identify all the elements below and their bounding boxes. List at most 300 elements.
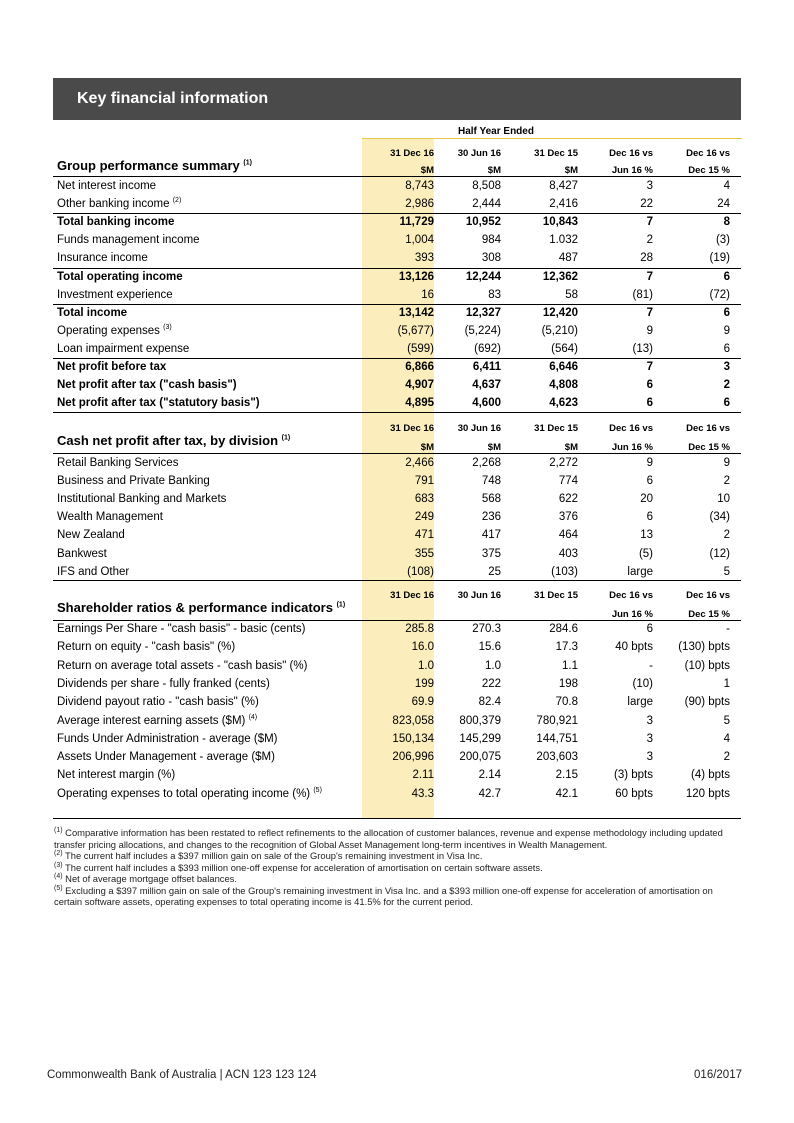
table-row	[53, 231, 741, 249]
cell-value: 4,623	[549, 397, 578, 410]
row-label	[57, 252, 148, 264]
cell-value: large	[627, 565, 653, 578]
cell-value: 150,134	[392, 732, 434, 745]
row-label-text: Net interest margin (%)	[57, 769, 176, 782]
rule	[53, 818, 741, 819]
cell-value: 8,427	[549, 180, 578, 192]
column-header: $M	[420, 165, 434, 176]
cell-value: 355	[414, 547, 434, 560]
cell-value: 376	[558, 511, 578, 524]
cell-value: 249	[414, 511, 434, 524]
table-row	[53, 766, 741, 784]
section-title-text: Cash net profit after tax, by division	[57, 433, 279, 448]
cell-value: 42.1	[555, 787, 578, 800]
cell-value: 1,004	[405, 234, 434, 247]
row-label	[57, 234, 200, 246]
cell-value: 12,244	[465, 270, 501, 283]
footnote-block	[54, 827, 742, 908]
column-header: Dec 15 %	[688, 442, 730, 453]
cell-value: 70.8	[555, 696, 578, 709]
cell-value: 2.14	[478, 769, 501, 782]
column-header: 31 Dec 15	[534, 423, 578, 434]
cell-value: (564)	[551, 342, 578, 355]
footnote-ref: (2)	[172, 197, 182, 205]
cell-value: 2	[723, 529, 730, 542]
row-label	[57, 289, 173, 301]
cell-value: 393	[414, 252, 434, 265]
cell-value: 40 bpts	[615, 641, 653, 654]
row-label-text: Net interest income	[57, 180, 157, 192]
row-label	[57, 696, 259, 708]
cell-value: 82.4	[478, 696, 501, 709]
row-label	[57, 493, 226, 505]
cell-value: (10) bpts	[684, 659, 730, 672]
cell-value: 8,743	[405, 180, 434, 192]
cell-value: -	[649, 659, 653, 672]
cell-value: 69.9	[411, 696, 434, 709]
table-row	[53, 454, 741, 472]
row-label-text: Insurance income	[57, 252, 148, 265]
section-title	[57, 158, 252, 173]
column-header: Dec 15 %	[688, 609, 730, 620]
row-label	[57, 475, 210, 487]
cell-value: (108)	[407, 565, 434, 578]
cell-value: 6	[723, 306, 730, 319]
column-header: $M	[487, 165, 501, 176]
row-label-text: Return on equity - "cash basis" (%)	[57, 641, 236, 654]
footnote-marker: (2)	[54, 849, 63, 857]
table-row	[53, 545, 741, 563]
cell-value: 17.3	[555, 641, 578, 654]
cell-value: 403	[558, 547, 578, 560]
cell-value: 3	[646, 751, 653, 764]
cell-value: 203,603	[536, 751, 578, 764]
row-label-text: Loan impairment expense	[57, 342, 190, 355]
column-header: Dec 16 vs	[609, 423, 653, 434]
row-label	[57, 397, 260, 409]
table-row	[53, 748, 741, 766]
cell-value: 823,058	[392, 714, 434, 727]
cell-value: 2	[723, 379, 730, 392]
row-label-text: Total income	[57, 306, 128, 319]
cell-value: 13	[640, 529, 653, 542]
cell-value: (3)	[715, 234, 730, 247]
cell-value: 144,751	[536, 732, 578, 745]
cell-value: 1.0	[418, 659, 434, 672]
cell-value: 417	[481, 529, 501, 542]
column-header: 31 Dec 15	[534, 148, 578, 159]
cell-value: 20	[640, 493, 653, 506]
table-row	[53, 526, 741, 544]
section-title	[57, 433, 290, 448]
table-row	[53, 490, 741, 508]
footnote-marker: (4)	[54, 872, 63, 880]
row-label-text: Wealth Management	[57, 511, 163, 524]
cell-value: (5)	[638, 547, 653, 560]
cell-value: 12,327	[465, 306, 501, 319]
row-label-text: Return on average total assets - "cash basis" (%)	[57, 659, 308, 672]
cell-value: 22	[640, 198, 653, 211]
cell-value: 464	[558, 529, 578, 542]
cell-value: 198	[558, 677, 578, 690]
row-label-text: New Zealand	[57, 529, 125, 542]
table-row	[53, 286, 741, 304]
column-header: 31 Dec 15	[534, 590, 578, 601]
row-label-text: Operating expenses to total operating income (%)	[57, 787, 311, 800]
cell-value: (5,224)	[464, 324, 501, 337]
cell-value: (10)	[632, 677, 653, 690]
cell-value: (72)	[709, 288, 730, 301]
cell-value: 780,921	[536, 714, 578, 727]
cell-value: 5	[723, 714, 730, 727]
row-label-text: Dividend payout ratio - "cash basis" (%)	[57, 696, 259, 709]
cell-value: 2,416	[549, 198, 578, 211]
cell-value: 2,986	[405, 198, 434, 211]
cell-value: 4,637	[472, 379, 501, 392]
row-label-text: Other banking income	[57, 198, 170, 211]
table-row	[53, 358, 741, 376]
cell-value: (90) bpts	[684, 696, 730, 709]
cell-value: 270.3	[472, 623, 501, 635]
row-label	[57, 511, 163, 523]
table-row	[53, 213, 741, 231]
cell-value: 13,126	[398, 270, 434, 283]
cell-value: 6,646	[549, 361, 578, 373]
cell-value: 2.15	[555, 769, 578, 782]
cell-value: 984	[481, 234, 501, 247]
cell-value: 4,808	[549, 379, 578, 392]
row-label-text: Net profit after tax ("statutory basis")	[57, 397, 260, 410]
cell-value: 12,420	[542, 306, 578, 319]
cell-value: 4,907	[405, 379, 434, 392]
cell-value: 199	[414, 677, 434, 690]
row-label	[57, 180, 156, 192]
table-row	[53, 340, 741, 358]
cell-value: (12)	[709, 547, 730, 560]
cell-value: 236	[481, 511, 501, 524]
table-row	[53, 195, 741, 213]
cell-value: (3) bpts	[614, 769, 653, 782]
cell-value: (13)	[632, 342, 653, 355]
cell-value: 222	[481, 677, 501, 690]
footnote-ref: (1)	[281, 434, 291, 442]
column-header: $M	[564, 165, 578, 176]
table-row	[53, 472, 741, 490]
row-label	[57, 623, 306, 635]
table-row	[53, 563, 741, 581]
cell-value: 748	[481, 475, 501, 488]
cell-value: 6	[646, 379, 653, 392]
cell-value: 58	[565, 288, 578, 301]
cell-value: 7	[646, 306, 653, 319]
cell-value: 11,729	[399, 216, 434, 229]
cell-value: (692)	[474, 342, 501, 355]
cell-value: (19)	[709, 252, 730, 265]
cell-value: 1.1	[562, 659, 578, 672]
cell-value: 12,362	[542, 270, 578, 283]
cell-value: 24	[717, 198, 730, 211]
cell-value: large	[627, 696, 653, 709]
row-label	[57, 343, 189, 355]
column-header: $M	[487, 442, 501, 453]
cell-value: 2	[646, 234, 653, 247]
cell-value: 4	[723, 180, 730, 192]
cell-value: 6	[646, 397, 653, 410]
row-label-text: Bankwest	[57, 547, 107, 560]
cell-value: 13,142	[398, 306, 434, 319]
row-label-text: Dividends per share - fully franked (cents)	[57, 677, 270, 690]
column-header: Dec 16 vs	[609, 590, 653, 601]
cell-value: 284.6	[549, 623, 578, 635]
cell-value: (4) bpts	[691, 769, 730, 782]
column-header: 30 Jun 16	[457, 590, 501, 601]
cell-value: 2.11	[412, 769, 434, 782]
column-header: Dec 15 %	[688, 165, 730, 176]
cell-value: (5,210)	[541, 324, 578, 337]
row-label-text: Funds Under Administration - average ($M)	[57, 732, 278, 745]
row-label-text: Net profit after tax ("cash basis")	[57, 379, 237, 392]
row-label	[57, 641, 235, 653]
column-header: Jun 16 %	[611, 609, 653, 620]
row-label	[57, 457, 178, 469]
cell-value: 568	[481, 493, 501, 506]
cell-value: 200,075	[459, 751, 501, 764]
column-header: 31 Dec 16	[390, 148, 434, 159]
cell-value: 3	[723, 361, 730, 373]
column-header: 31 Dec 16	[390, 590, 434, 601]
cell-value: 43.3	[411, 787, 434, 800]
cell-value: 5	[723, 565, 730, 578]
half-year-ended-label: Half Year Ended	[458, 126, 534, 137]
cell-value: 2,444	[472, 198, 501, 211]
cell-value: 375	[481, 547, 501, 560]
cell-value: 9	[646, 457, 653, 469]
footnote	[54, 873, 742, 885]
footer-company: Commonwealth Bank of Australia | ACN 123 123 124	[47, 1069, 317, 1081]
table-row	[53, 508, 741, 526]
table-row	[53, 177, 741, 195]
cell-value: 9	[723, 457, 730, 469]
cell-value: 42.7	[478, 787, 501, 800]
column-header: 30 Jun 16	[457, 148, 501, 159]
table-row	[53, 268, 741, 286]
footnote-text: Net of average mortgage offset balances.	[62, 873, 237, 884]
cell-value: (81)	[632, 288, 653, 301]
row-label	[57, 715, 257, 727]
row-label	[57, 325, 172, 337]
cell-value: 622	[558, 493, 578, 506]
cell-value: 4,895	[405, 397, 434, 410]
cell-value: (34)	[709, 511, 730, 524]
row-label	[57, 788, 322, 800]
cell-value: 83	[488, 288, 501, 301]
cell-value: 6	[723, 342, 730, 355]
section-title	[57, 600, 345, 615]
row-label-text: Operating expenses	[57, 324, 160, 337]
footnote	[54, 885, 742, 908]
cell-value: 6,866	[405, 361, 434, 373]
column-header: Dec 16 vs	[686, 590, 730, 601]
footnote-text: Excluding a $397 million gain on sale of the Group's remaining investment in Visa Inc. and a $393 million one-off expense for acceleration of amortisation on certain software assets, operating expenses to total operating income is 41.5% for the current period.	[54, 884, 713, 907]
cell-value: 774	[558, 475, 578, 488]
column-header: Dec 16 vs	[686, 148, 730, 159]
row-label-text: Earnings Per Share - "cash basis" - basic (cents)	[57, 623, 306, 635]
cell-value: 10	[717, 493, 730, 506]
column-header: $M	[564, 442, 578, 453]
footnote	[54, 862, 742, 874]
row-label	[57, 198, 181, 210]
cell-value: 6	[723, 270, 730, 283]
footnote-marker: (1)	[54, 826, 63, 834]
row-label	[57, 548, 107, 560]
cell-value: 2,272	[549, 457, 578, 469]
table-row	[53, 394, 741, 412]
cell-value: 16	[421, 288, 434, 301]
row-label-text: Total banking income	[57, 216, 175, 229]
cell-value: 25	[488, 565, 501, 578]
row-label-text: Investment experience	[57, 288, 173, 301]
column-header: 30 Jun 16	[457, 423, 501, 434]
row-label-text: Funds management income	[57, 234, 200, 247]
cell-value: 145,299	[459, 732, 501, 745]
cell-value: 7	[646, 270, 653, 283]
column-header: Jun 16 %	[611, 165, 653, 176]
footnote-marker: (5)	[54, 884, 63, 892]
row-label-text: Institutional Banking and Markets	[57, 493, 227, 506]
footnote-marker: (3)	[54, 861, 63, 869]
cell-value: 3	[646, 714, 653, 727]
cell-value: 6,411	[472, 361, 501, 373]
row-label-text: Total operating income	[57, 270, 183, 283]
cell-value: 308	[481, 252, 501, 265]
table-row	[53, 730, 741, 748]
cell-value: (130) bpts	[678, 641, 730, 654]
footnote-text: The current half includes a $397 million gain on sale of the Group's remaining investment in Visa Inc.	[62, 850, 483, 861]
rule	[53, 580, 741, 581]
cell-value: 6	[723, 397, 730, 410]
table-row	[53, 249, 741, 267]
column-header: $M	[420, 442, 434, 453]
column-header: Jun 16 %	[611, 442, 653, 453]
rule	[53, 412, 741, 413]
page-title: Key financial information	[77, 90, 269, 107]
cell-value: 285.8	[405, 623, 434, 635]
column-header: Dec 16 vs	[609, 148, 653, 159]
cell-value: (5,677)	[397, 324, 434, 337]
cell-value: 7	[646, 216, 653, 229]
row-label	[57, 379, 237, 391]
cell-value: 15.6	[478, 641, 501, 654]
footnote-ref: (1)	[243, 159, 252, 167]
row-label-text: Average interest earning assets ($M)	[57, 714, 246, 727]
cell-value: 3	[646, 732, 653, 745]
cell-value: 10,843	[542, 216, 578, 229]
cell-value: 206,996	[392, 751, 434, 764]
row-label	[57, 271, 183, 283]
table-row	[53, 712, 741, 730]
row-label	[57, 307, 127, 319]
column-header: 31 Dec 16	[390, 423, 434, 434]
cell-value: 9	[723, 324, 730, 337]
table-row	[53, 675, 741, 693]
footnote-text: Comparative information has been restated to reflect refinements to the allocation of customer balances, revenue and expense methodology including updated transfer pricing allocations, and changes to the recognition of Global Asset Management long-term incentives in Wealth Management.	[54, 827, 723, 850]
footnote-ref: (4)	[248, 713, 258, 721]
row-label-text: Business and Private Banking	[57, 475, 210, 488]
cell-value: 120 bpts	[685, 787, 730, 800]
footnote-text: The current half includes a $393 million one-off expense for acceleration of amortisation on certain software assets.	[62, 861, 543, 873]
cell-value: 4	[723, 732, 730, 745]
cell-value: 2	[723, 475, 730, 488]
cell-value: 3	[646, 180, 653, 192]
row-label	[57, 769, 175, 781]
footnote	[54, 850, 742, 862]
cell-value: 2,466	[405, 457, 434, 469]
cell-value: 16.0	[411, 641, 434, 654]
row-label	[57, 660, 307, 672]
table-row	[53, 657, 741, 675]
gold-rule	[362, 138, 742, 139]
cell-value: -	[726, 623, 730, 635]
row-label	[57, 361, 166, 373]
cell-value: 1.0	[485, 659, 501, 672]
cell-value: (599)	[407, 342, 434, 355]
table-row	[53, 620, 741, 638]
table-row	[53, 693, 741, 711]
row-label	[57, 678, 270, 690]
table-row	[53, 785, 741, 803]
cell-value: 6	[646, 475, 653, 488]
row-label	[57, 566, 129, 578]
cell-value: 2	[723, 751, 730, 764]
footer-date: 016/2017	[694, 1069, 742, 1081]
cell-value: 28	[640, 252, 653, 265]
cell-value: 6	[646, 623, 653, 635]
cell-value: 487	[558, 252, 578, 265]
row-label	[57, 216, 174, 228]
cell-value: 8	[723, 216, 730, 229]
row-label	[57, 529, 125, 541]
table-row	[53, 304, 741, 322]
cell-value: 800,379	[459, 714, 501, 727]
row-label	[57, 751, 275, 763]
row-label-text: Retail Banking Services	[57, 457, 179, 469]
footnote-ref: (3)	[163, 323, 172, 331]
table-row	[53, 638, 741, 656]
table-row	[53, 376, 741, 394]
cell-value: 1.032	[549, 234, 578, 247]
cell-value: 2,268	[472, 457, 501, 469]
footnote	[54, 827, 742, 850]
row-label-text: Net profit before tax	[57, 361, 167, 373]
cell-value: 10,952	[465, 216, 501, 229]
column-header: Dec 16 vs	[686, 423, 730, 434]
table-row	[53, 322, 741, 340]
row-label-text: IFS and Other	[57, 565, 130, 578]
cell-value: 791	[414, 475, 434, 488]
cell-value: 60 bpts	[615, 787, 653, 800]
cell-value: (103)	[551, 565, 578, 578]
section-title-text: Shareholder ratios & performance indicators	[57, 600, 333, 615]
title-banner	[53, 78, 741, 120]
footnote-ref: (1)	[336, 601, 346, 609]
cell-value: 6	[646, 511, 653, 524]
row-label-text: Assets Under Management - average ($M)	[57, 751, 275, 764]
section-title-text: Group performance summary	[57, 158, 240, 173]
cell-value: 1	[723, 677, 730, 690]
cell-value: 4,600	[472, 397, 501, 410]
footnote-ref: (5)	[313, 786, 322, 794]
cell-value: 8,508	[472, 180, 501, 192]
